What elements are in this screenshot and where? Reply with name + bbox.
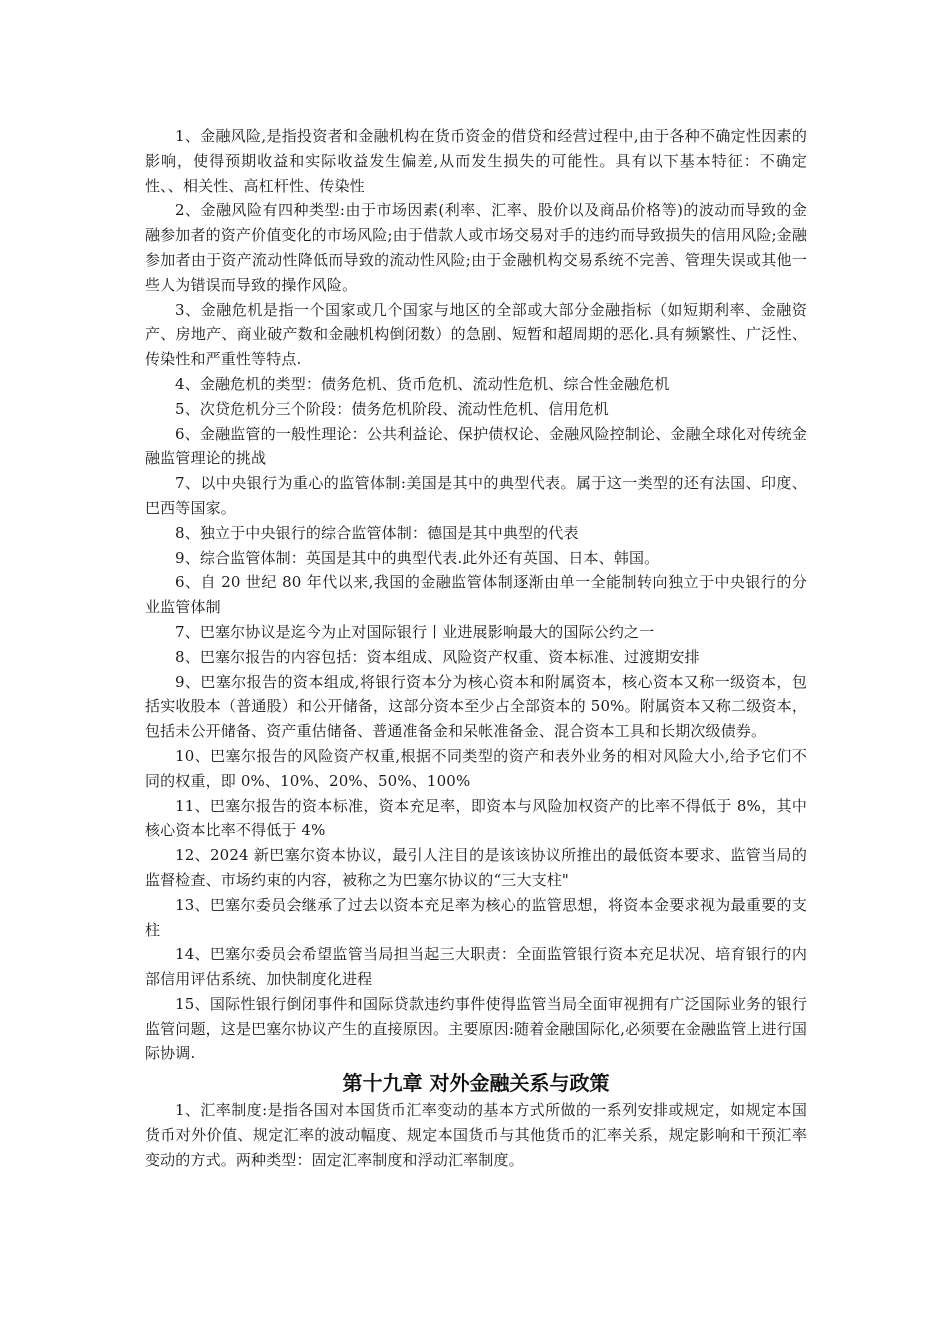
- paragraph: 9、巴塞尔报告的资本组成,将银行资本分为核心资本和附属资本，核心资本又称一级资本，包括实收股本（普通股）和公开储备，这部分资本至少占全部资本的 50%。附属资本又称二级资本，包括未公开储备、资产重估储备、普通准备金和呆帐准备金、混合资本工具和长期次级债券。: [145, 672, 807, 741]
- chapter-heading: 第十九章 对外金融关系与政策: [342, 1071, 610, 1096]
- section-risk-and-regulation: [145, 124, 807, 1066]
- paragraph: 15、国际性银行倒闭事件和国际贷款违约事件使得监管当局全面审视拥有广泛国际业务的银行监管问题，这是巴塞尔协议产生的直接原因。主要原因:随着金融国际化,必须要在金融监管上进行国际协调.: [145, 994, 807, 1063]
- paragraph: 3、金融危机是指一个国家或几个国家与地区的全部或大部分金融指标（如短期利率、金融资产、房地产、商业破产数和金融机构倒闭数）的急剧、短暂和超周期的恶化.具有频繁性、广泛性、传染性和严重性等特点.: [145, 300, 807, 369]
- paragraph: 4、金融危机的类型：债务危机、货币危机、流动性危机、综合性金融危机: [175, 374, 670, 393]
- paragraph: 6、金融监管的一般性理论：公共利益论、保护债权论、金融风险控制论、金融全球化对传统金融监管理论的挑战: [145, 424, 807, 468]
- paragraph: 8、巴塞尔报告的内容包括：资本组成、风险资产权重、资本标准、过渡期安排: [175, 647, 700, 666]
- section-exchange-rate: [145, 1098, 807, 1172]
- paragraph: 7、以中央银行为重心的监管体制:美国是其中的典型代表。属于这一类型的还有法国、印度、巴西等国家。: [145, 474, 807, 517]
- paragraph: 1、金融风险,是指投资者和金融机构在货币资金的借贷和经营过程中,由于各种不确定性因素的影响，使得预期收益和实际收益发生偏差,从而发生损失的可能性。具有以下基本特征：不确定性、、相关性、高杠杆性、传染性: [145, 127, 807, 195]
- paragraph: 12、2024 新巴塞尔资本协议，最引人注目的是该该协议所推出的最低资本要求、监管当局的监督检查、市场约束的内容，被称之为巴塞尔协议的“三大支柱": [145, 846, 807, 889]
- paragraph: 7、巴塞尔协议是迄今为止对国际银行丨业进展影响最大的国际公约之一: [175, 622, 655, 641]
- document-page: [145, 124, 807, 1173]
- paragraph: 13、巴塞尔委员会继承了过去以资本充足率为核心的监管思想，将资本金要求视为最重要的支柱: [145, 895, 807, 939]
- paragraph: 5、次贷危机分三个阶段：债务危机阶段、流动性危机、信用危机: [175, 399, 609, 418]
- paragraph: 9、综合监管体制：英国是其中的典型代表.此外还有英国、日本、韩国。: [175, 548, 660, 567]
- paragraph: 2、金融风险有四种类型:由于市场因素(利率、汇率、股价以及商品价格等)的波动而导致的金融参加者的资产价值变化的市场风险;由于借款人或市场交易对手的违约而导致损失的信用风险;金融参加者由于资产流动性降低而导致的流动性风险;由于金融机构交易系统不完善、管理失误或其他一些人为错误而导致的操作风险。: [145, 201, 807, 294]
- paragraph: 11、巴塞尔报告的资本标准，资本充足率，即资本与风险加权资产的比率不得低于 8%，其中核心资本比率不得低于 4%: [145, 796, 807, 840]
- paragraph: 10、巴塞尔报告的风险资产权重,根据不同类型的资产和表外业务的相对风险大小,给予它们不同的权重，即 0%、10%、20%、50%、100%: [145, 746, 807, 790]
- paragraph: 1、汇率制度:是指各国对本国货币汇率变动的基本方式所做的一系列安排或规定，如规定本国货币对外价值、规定汇率的波动幅度、规定本国货币与其他货币的汇率关系，规定影响和干预汇率变动的方式。两种类型：固定汇率制度和浮动汇率制度。: [145, 1101, 807, 1169]
- paragraph: 14、巴塞尔委员会希望监管当局担当起三大职责：全面监管银行资本充足状况、培育银行的内部信用评估系统、加快制度化进程: [145, 945, 807, 989]
- paragraph: 6、自 20 世纪 80 年代以来,我国的金融监管体制逐渐由单一全能制转向独立于中央银行的分业监管体制: [145, 573, 807, 617]
- paragraph: 8、独立于中央银行的综合监管体制：德国是其中典型的代表: [175, 523, 579, 542]
